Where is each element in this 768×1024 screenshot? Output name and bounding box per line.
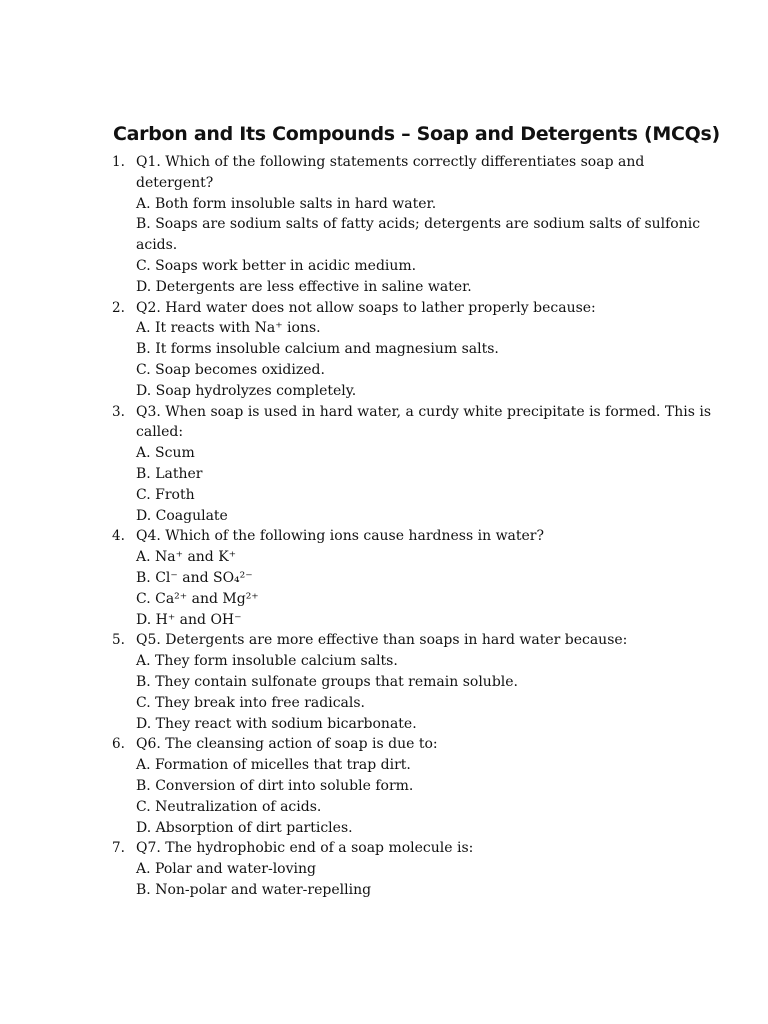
answer-option: C. They break into free radicals. [136,694,366,711]
question-text: Q5. Detergents are more effective than soaps in hard water because: [136,632,628,649]
question-text: Q4. Which of the following ions cause hardness in water? [136,528,545,545]
question-number: 6. [112,736,125,753]
question-text: Q3. When soap is used in hard water, a curdy white precipitate is formed. This is [136,403,712,420]
answer-option: A. Both form insoluble salts in hard water. [136,195,437,212]
question-item [110,152,701,298]
question-item [110,402,712,527]
question-number: 5. [112,632,125,649]
question-number: 2. [112,299,125,316]
answer-option: D. H⁺ and OH⁻ [136,611,242,628]
answer-option: D. Coagulate [136,507,228,524]
answer-option: B. Non-polar and water-repelling [136,881,372,898]
question-text: Q1. Which of the following statements correctly differentiates soap and [136,154,645,170]
answer-option: C. Ca²⁺ and Mg²⁺ [136,590,259,607]
answer-option: C. Soap becomes oxidized. [136,361,325,378]
answer-option: A. Polar and water-loving [136,861,316,878]
answer-option: C. Neutralization of acids. [136,798,322,815]
answer-option: A. It reacts with Na⁺ ions. [136,320,321,337]
answer-option: A. Scum [136,445,195,462]
question-text: Q2. Hard water does not allow soaps to lather properly because: [136,299,596,316]
question-text: Q7. The hydrophobic end of a soap molecule is: [136,840,474,857]
answer-option: A. They form insoluble calcium salts. [136,653,398,670]
answer-option: A. Na⁺ and K⁺ [136,549,237,566]
answer-option: B. Conversion of dirt into soluble form. [136,777,414,794]
answer-option: B. Soaps are sodium salts of fatty acids; detergents are sodium salts of sulfonic [136,216,701,233]
question-item [110,734,670,838]
answer-option: D. Soap hydrolyzes completely. [136,382,357,399]
answer-option: D. They react with sodium bicarbonate. [136,715,417,732]
answer-option: C. Froth [136,486,195,503]
answer-option: A. Formation of micelles that trap dirt. [136,757,411,774]
question-item [110,630,670,734]
question-item [110,298,670,402]
answer-option: B. Cl⁻ and SO₄²⁻ [136,569,253,586]
question-number: 7. [112,840,125,857]
question-number: 3. [112,403,125,420]
answer-option: B. Lather [136,465,203,482]
question-text: Q6. The cleansing action of soap is due to: [136,736,438,753]
question-item [110,526,670,630]
answer-option: D. Detergents are less effective in saline water. [136,278,472,295]
answer-option: C. Soaps work better in acidic medium. [136,257,417,274]
answer-option: B. It forms insoluble calcium and magnesium salts. [136,341,499,358]
document-title: Carbon and Its Compounds – Soap and Detergents (MCQs) [113,123,720,145]
question-number: 4. [112,528,125,545]
answer-option: B. They contain sulfonate groups that remain soluble. [136,673,518,690]
answer-option: acids. [136,237,178,254]
question-list [110,152,712,901]
question-text: called: [136,424,184,441]
question-text: detergent? [136,174,214,191]
question-number: 1. [112,154,125,170]
answer-option: D. Absorption of dirt particles. [136,819,353,836]
question-item [110,838,670,900]
